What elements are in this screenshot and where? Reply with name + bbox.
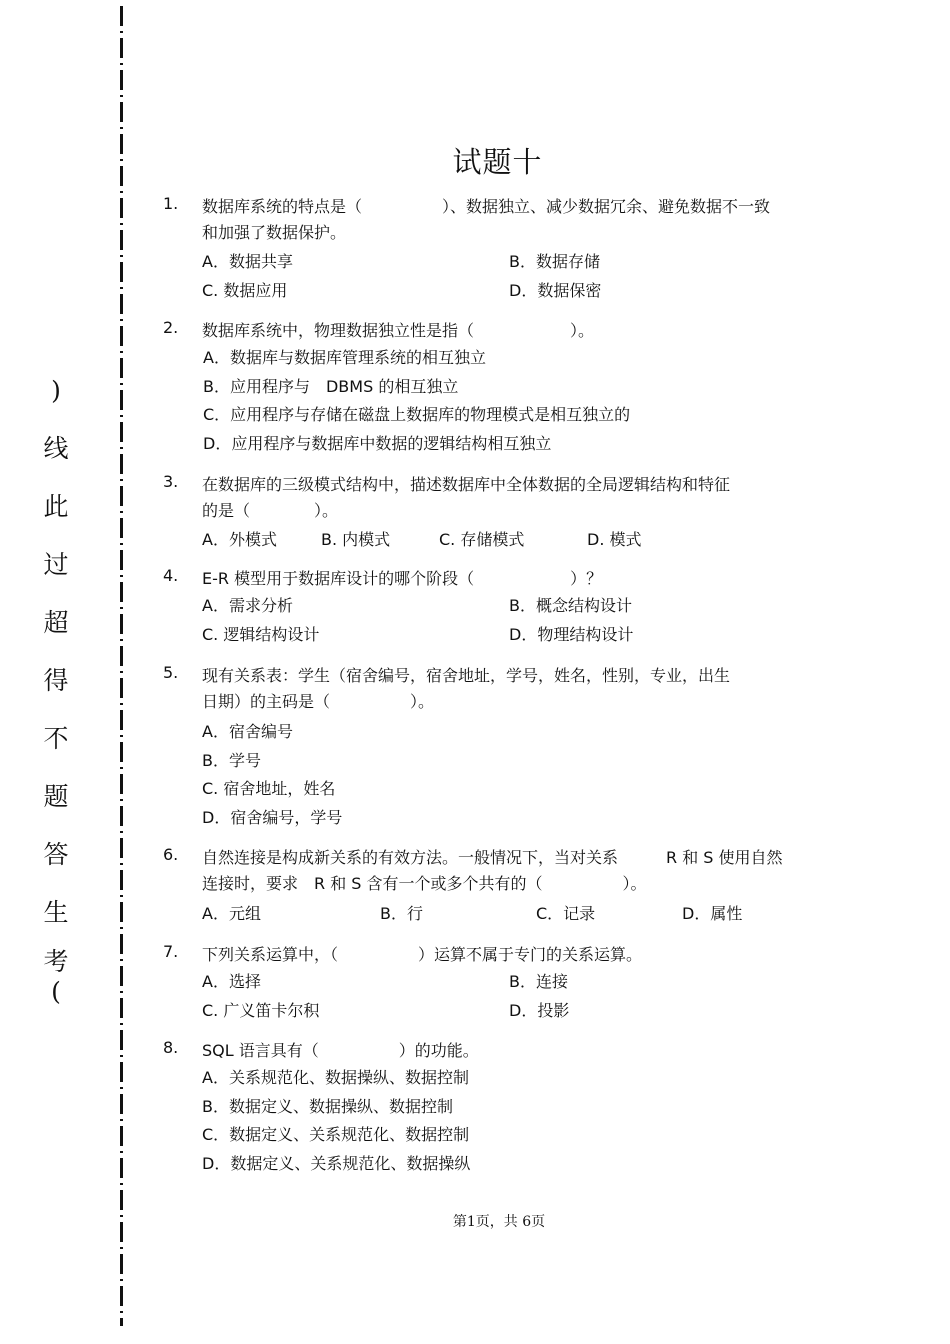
stem-line: 下列关系运算中，（ ）运算不属于专门的关系运算。 (202, 945, 643, 964)
option-a: A．数据库与数据库管理系统的相互独立 (203, 348, 486, 367)
option-a: A．关系规范化、数据操纵、数据控制 (202, 1068, 469, 1087)
question-stem (202, 566, 843, 592)
option-b: B. 内模式 (321, 530, 391, 549)
option-b: B．概念结构设计 (509, 596, 632, 615)
option-b: B．行 (380, 904, 423, 923)
question-stem (202, 194, 843, 246)
stem-line: 的是（ ）。 (202, 501, 339, 520)
question-number: 6. (163, 845, 179, 864)
option-b: B．学号 (202, 750, 261, 770)
question-stem (202, 942, 843, 968)
stem-line: 连接时，要求 R 和 S 含有一个或多个共有的（ ）。 (202, 874, 647, 893)
option-b: B．数据存储 (509, 252, 600, 271)
binding-margin-note (38, 362, 74, 1006)
options-row (202, 900, 843, 929)
option-d: D．宿舍编号，学号 (202, 807, 343, 827)
option-c: C. 数据应用 (202, 280, 288, 300)
option-b: B．应用程序与 DBMS 的相互独立 (203, 376, 459, 396)
stem-line: SQL 语言具有（ ）的功能。 (202, 1041, 479, 1060)
binding-char: 题 (43, 782, 69, 811)
option-d: D．数据定义、关系规范化、数据操纵 (202, 1153, 471, 1173)
stem-line: 数据库系统的特点是（ ）、数据独立、减少数据冗余、避免数据不一致 (202, 197, 771, 216)
stem-line: 日期）的主码是（ ）。 (202, 692, 435, 711)
option-d: D．属性 (682, 904, 743, 923)
option-b: B．数据定义、数据操纵、数据控制 (202, 1096, 453, 1116)
stem-line: 在数据库的三级模式结构中，描述数据库中全体数据的全局逻辑结构和特征 (202, 475, 731, 494)
question-stem (202, 1038, 843, 1064)
options-grid (202, 592, 843, 649)
question-2 (163, 318, 843, 458)
question-5 (163, 663, 843, 832)
binding-char: 此 (43, 492, 69, 521)
stem-line: 和加强了数据保护。 (202, 223, 347, 242)
question-1 (163, 194, 843, 305)
question-number: 8. (163, 1038, 179, 1057)
option-c: C．记录 (536, 904, 596, 923)
option-a: A．数据共享 (202, 252, 293, 271)
binding-char: 过 (43, 550, 69, 579)
page-footer: 第1页，共 6页 (452, 1214, 546, 1230)
option-d: D．投影 (509, 1000, 570, 1020)
option-a: A．元组 (202, 904, 261, 923)
option-a: A．宿舍编号 (202, 722, 293, 741)
binding-char: 不 (43, 724, 69, 753)
question-6 (163, 845, 843, 929)
binding-char: 考 (43, 947, 69, 976)
question-stem (202, 472, 843, 524)
question-stem (202, 845, 843, 897)
option-c: C. 存储模式 (439, 530, 525, 549)
stem-line: 数据库系统中，物理数据独立性是指（ ）。 (202, 321, 595, 340)
option-d: D. 模式 (587, 530, 642, 549)
question-number: 1. (163, 194, 179, 213)
options-list (203, 344, 843, 458)
question-number: 4. (163, 566, 179, 585)
binding-dashed-line (120, 6, 123, 1326)
option-c: C. 广义笛卡尔积 (202, 1000, 320, 1020)
question-stem (202, 663, 843, 715)
question-3 (163, 472, 843, 555)
binding-char: ( (51, 977, 61, 1006)
binding-char: 线 (43, 434, 69, 463)
stem-line: 自然连接是构成新关系的有效方法。一般情况下，当对关系 R 和 S 使用自然 (202, 848, 783, 867)
stem-line: E-R 模型用于数据库设计的哪个阶段（ ）？ (202, 569, 603, 588)
option-d: D．物理结构设计 (509, 624, 634, 644)
binding-char: ) (51, 376, 61, 405)
binding-char: 答 (43, 840, 69, 869)
question-number: 5. (163, 663, 179, 682)
options-row (202, 526, 843, 555)
question-4 (163, 566, 843, 649)
page-title: 试题十 (452, 145, 543, 179)
option-a: A．选择 (202, 972, 261, 991)
option-d: D．数据保密 (509, 280, 602, 300)
options-grid (202, 248, 843, 305)
stem-line: 现有关系表：学生（宿舍编号，宿舍地址，学号，姓名，性别，专业，出生 (202, 666, 731, 685)
options-list (202, 718, 843, 832)
question-8 (163, 1038, 843, 1178)
options-list (202, 1064, 843, 1178)
binding-char: 得 (43, 666, 69, 695)
question-number: 2. (163, 318, 179, 337)
option-c: C．应用程序与存储在磁盘上数据库的物理模式是相互独立的 (203, 405, 631, 424)
option-d: D．应用程序与数据库中数据的逻辑结构相互独立 (203, 433, 552, 453)
question-number: 7. (163, 942, 179, 961)
question-number: 3. (163, 472, 179, 491)
options-grid (202, 968, 843, 1025)
option-a: A．外模式 (202, 530, 277, 549)
option-a: A．需求分析 (202, 596, 293, 615)
option-c: C．数据定义、关系规范化、数据控制 (202, 1125, 470, 1144)
option-b: B．连接 (509, 972, 568, 991)
question-stem (202, 318, 843, 344)
question-7 (163, 942, 843, 1025)
option-c: C. 宿舍地址，姓名 (202, 779, 336, 798)
option-c: C. 逻辑结构设计 (202, 624, 320, 644)
binding-char: 生 (43, 898, 69, 927)
binding-char: 超 (43, 608, 69, 637)
